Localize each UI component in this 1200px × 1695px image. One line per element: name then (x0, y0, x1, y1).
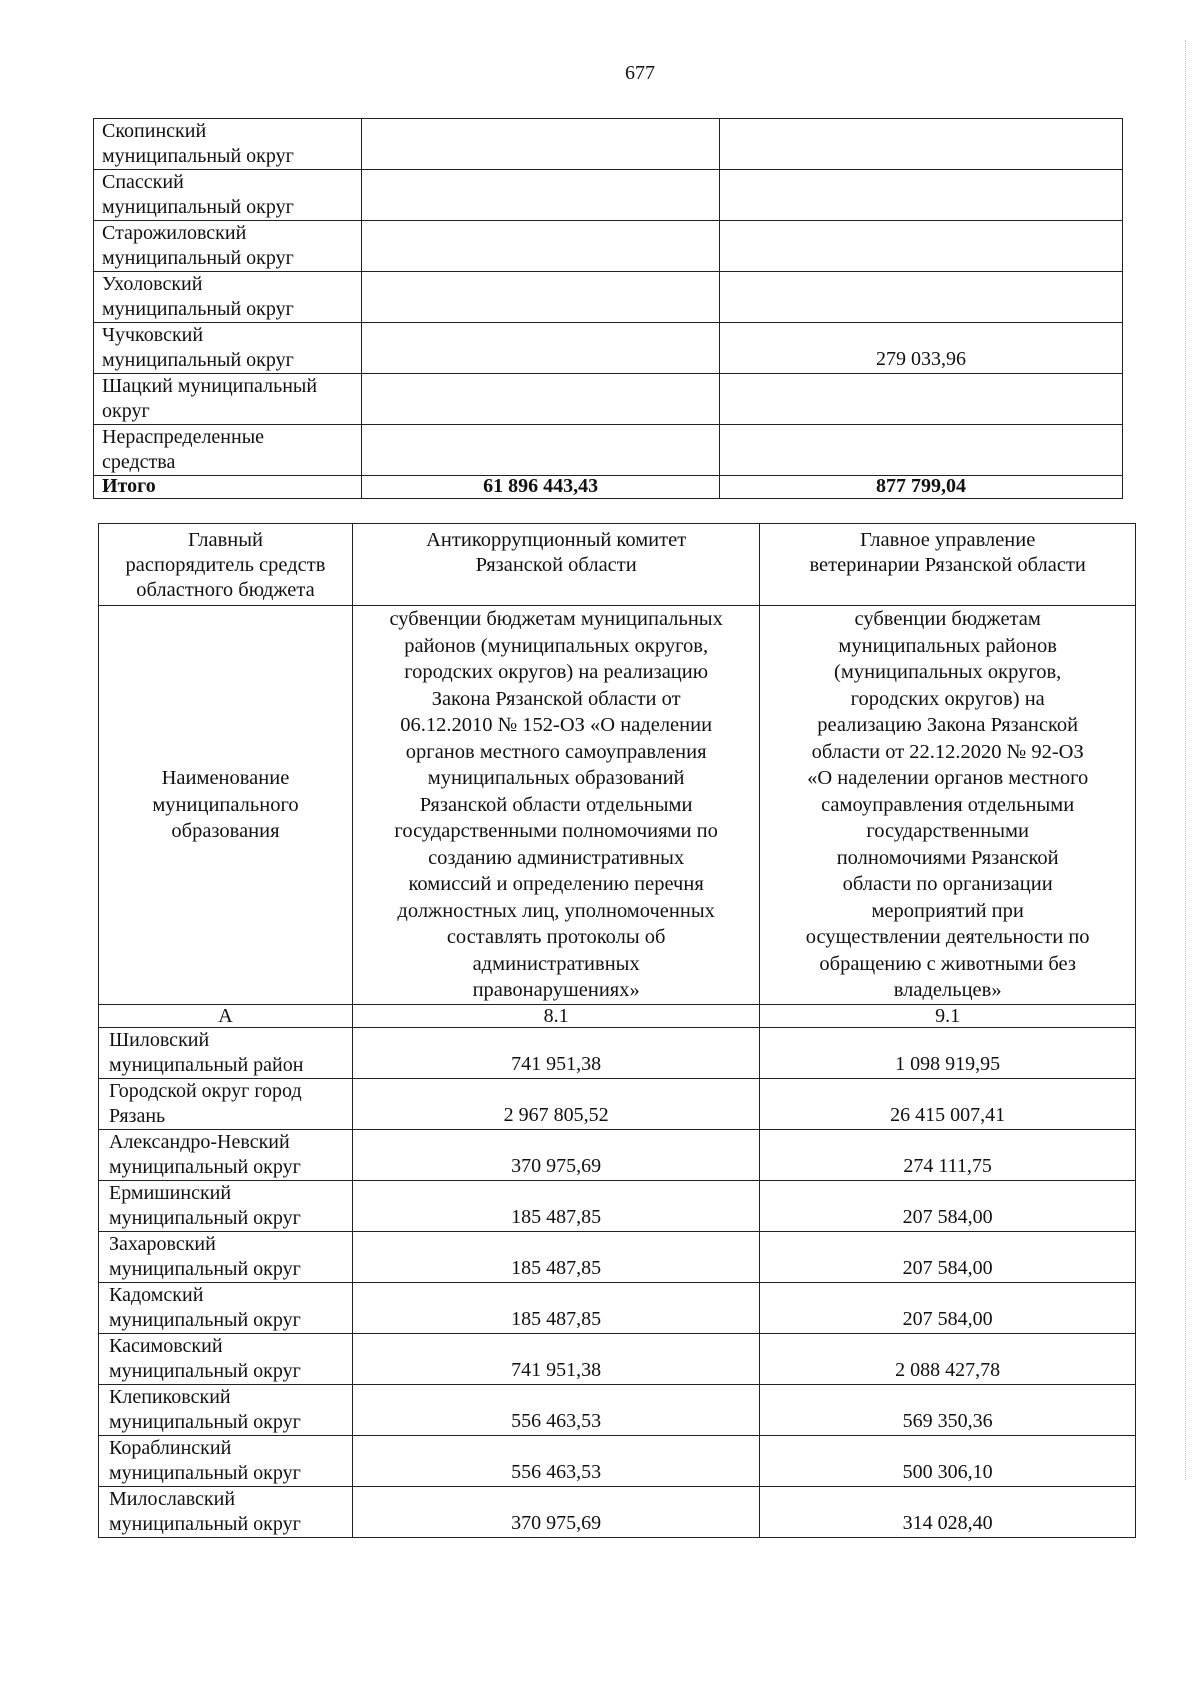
table-row (99, 1078, 1136, 1129)
municipality-name: Старожиловский муниципальный округ (94, 221, 362, 272)
value-cell (362, 119, 720, 170)
municipality-name: Нераспределенные средства (94, 425, 362, 476)
value-cell: 370 975,69 (352, 1129, 759, 1180)
table-row (94, 170, 1123, 221)
municipality-name: Чучковский муниципальный округ (94, 323, 362, 374)
table-row (94, 425, 1123, 476)
value-cell (362, 374, 720, 425)
budget-table-continuation (93, 118, 1123, 499)
municipality-name: Милославский муниципальный округ (99, 1486, 353, 1537)
municipality-name: Клепиковский муниципальный округ (99, 1384, 353, 1435)
municipality-name: Ермишинский муниципальный округ (99, 1180, 353, 1231)
municipality-name: Шиловский муниципальный район (99, 1027, 353, 1078)
municipality-name: Шацкий муниципальный округ (94, 374, 362, 425)
value-cell (362, 221, 720, 272)
table-row (94, 272, 1123, 323)
table-row (99, 1129, 1136, 1180)
table-row (99, 1333, 1136, 1384)
value-cell: 207 584,00 (760, 1282, 1136, 1333)
header-anticorruption-committee: Антикоррупционный комитет Рязанской области (352, 524, 759, 606)
value-cell (720, 425, 1123, 476)
index-9-1: 9.1 (760, 1004, 1136, 1027)
table-row (99, 1486, 1136, 1537)
municipality-name: Александро-Невский муниципальный округ (99, 1129, 353, 1180)
total-value: 61 896 443,43 (362, 476, 720, 499)
value-cell: 279 033,96 (720, 323, 1123, 374)
total-value: 877 799,04 (720, 476, 1123, 499)
subventions-table (98, 523, 1136, 1538)
municipality-name: Касимовский муниципальный округ (99, 1333, 353, 1384)
municipality-name: Скопинский муниципальный округ (94, 119, 362, 170)
table-row (99, 1027, 1136, 1078)
value-cell (720, 374, 1123, 425)
header-row (99, 524, 1136, 606)
total-label: Итого (94, 476, 362, 499)
table-row (94, 323, 1123, 374)
value-cell: 741 951,38 (352, 1027, 759, 1078)
value-cell (720, 272, 1123, 323)
scan-edge-mark (1185, 40, 1192, 1480)
total-row (94, 476, 1123, 499)
index-a: А (99, 1004, 353, 1027)
municipality-name: Кораблинский муниципальный округ (99, 1435, 353, 1486)
value-cell: 2 967 805,52 (352, 1078, 759, 1129)
value-cell (720, 221, 1123, 272)
value-cell: 370 975,69 (352, 1486, 759, 1537)
table-row (99, 1435, 1136, 1486)
header-municipality-name: Наименование муниципального образования (99, 606, 353, 1005)
value-cell (362, 170, 720, 221)
value-cell: 26 415 007,41 (760, 1078, 1136, 1129)
table-row (99, 1231, 1136, 1282)
municipality-name: Кадомский муниципальный округ (99, 1282, 353, 1333)
value-cell (720, 170, 1123, 221)
value-cell: 185 487,85 (352, 1282, 759, 1333)
header-subvention-92: субвенции бюджетам муниципальных районов (муниципальных округов, городских округов) на реализацию Закона Рязанской области от 22.12.2020 № 92-ОЗ «О наделении органов местного самоуправления отдельными государственными полномочиями Рязанской области по организации мероприятий при осуществлении деятельности по обращению с животными без владельцев» (760, 606, 1136, 1005)
header-budget-administrator: Главный распорядитель средств областного бюджета (99, 524, 353, 606)
value-cell: 2 088 427,78 (760, 1333, 1136, 1384)
table-row (99, 1282, 1136, 1333)
municipality-name: Спасский муниципальный округ (94, 170, 362, 221)
value-cell: 1 098 919,95 (760, 1027, 1136, 1078)
header-veterinary-department: Главное управление ветеринарии Рязанской области (760, 524, 1136, 606)
value-cell: 569 350,36 (760, 1384, 1136, 1435)
value-cell: 185 487,85 (352, 1231, 759, 1282)
value-cell: 207 584,00 (760, 1180, 1136, 1231)
value-cell (362, 425, 720, 476)
table-row (94, 119, 1123, 170)
column-index-row (99, 1004, 1136, 1027)
table-row (99, 1180, 1136, 1231)
municipality-name: Ухоловский муниципальный округ (94, 272, 362, 323)
municipality-name: Городской округ город Рязань (99, 1078, 353, 1129)
value-cell: 741 951,38 (352, 1333, 759, 1384)
value-cell: 556 463,53 (352, 1384, 759, 1435)
value-cell (362, 323, 720, 374)
value-cell: 314 028,40 (760, 1486, 1136, 1537)
value-cell: 556 463,53 (352, 1435, 759, 1486)
value-cell: 207 584,00 (760, 1231, 1136, 1282)
municipality-name: Захаровский муниципальный округ (99, 1231, 353, 1282)
table-row (94, 221, 1123, 272)
subheader-row (99, 606, 1136, 1005)
value-cell: 185 487,85 (352, 1180, 759, 1231)
value-cell: 500 306,10 (760, 1435, 1136, 1486)
table-row (94, 374, 1123, 425)
table-row (99, 1384, 1136, 1435)
value-cell (362, 272, 720, 323)
value-cell (720, 119, 1123, 170)
index-8-1: 8.1 (352, 1004, 759, 1027)
page-number: 677 (625, 62, 655, 84)
header-subvention-152: субвенции бюджетам муниципальных районов (муниципальных округов, городских округов) на реализацию Закона Рязанской области от 06.12.2010 № 152-ОЗ «О наделении органов местного самоуправления муниципальных образований Рязанской области отдельными государственными полномочиями по созданию административных комиссий и определению перечня должностных лиц, уполномоченных составлять протоколы об административных правонарушениях» (352, 606, 759, 1005)
value-cell: 274 111,75 (760, 1129, 1136, 1180)
